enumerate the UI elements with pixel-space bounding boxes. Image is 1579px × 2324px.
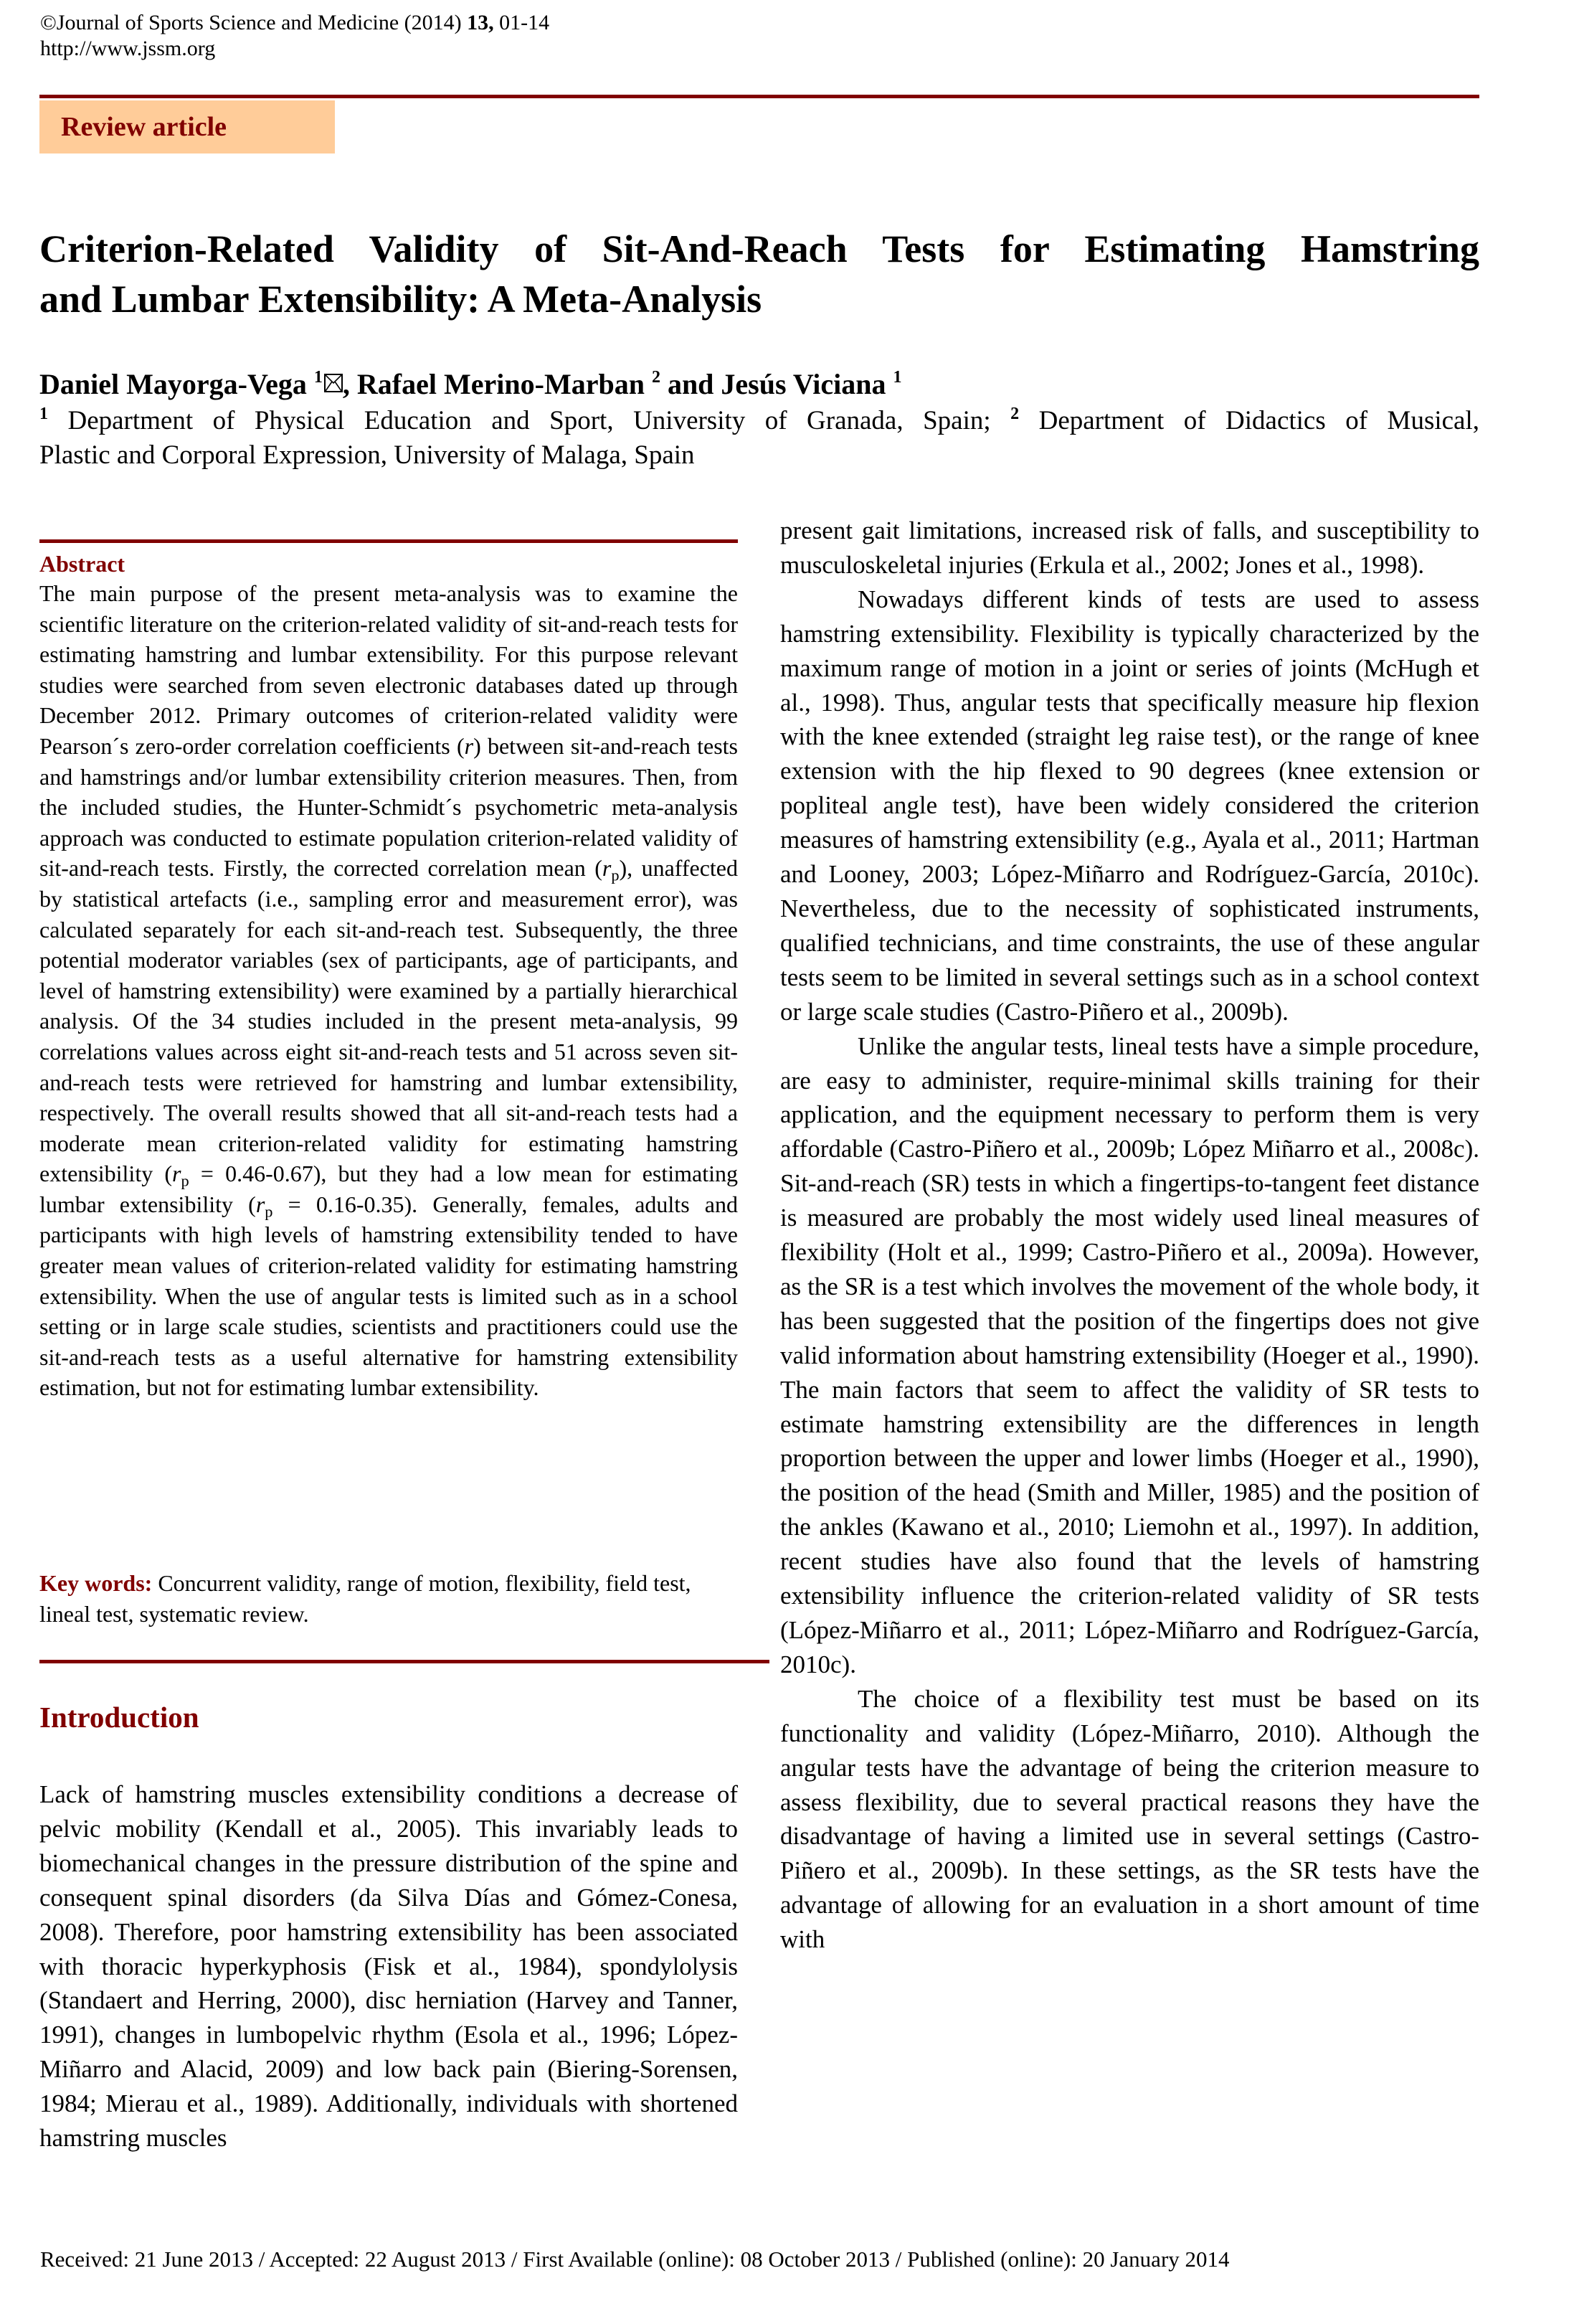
introduction-heading: Introduction — [39, 1701, 199, 1734]
author-1-affil: 1 — [313, 368, 323, 387]
journal-name: ©Journal of Sports Science and Medicine (2014) — [40, 11, 468, 34]
keywords-list: Concurrent validity, range of motion, flexibility, field test, lineal test, systematic review. — [39, 1570, 691, 1627]
author-1: Daniel Mayorga-Vega — [39, 368, 314, 400]
author-3-affil: 1 — [893, 368, 902, 387]
journal-citation — [40, 10, 549, 36]
keywords-label: Key words: — [39, 1570, 153, 1596]
author-2: , Rafael Merino-Marban — [342, 368, 652, 400]
header-rule — [39, 95, 1479, 98]
affiliation-2: Department of Didactics of Musical, — [1019, 406, 1479, 435]
affiliations — [39, 404, 1479, 473]
paragraph: Nowadays different kinds of tests are used to assess hamstring extensibility. Flexibility is typically characterized by the maximum range of motion in a joint or series of joints (McHugh et al., 1998). Thus, angular tests that specifically measure hip flexion with the knee extended (straight leg raise test), or the range of knee extension with the hip flexed to 90 degrees (knee extension or popliteal angle test), have been widely considered the criterion measures of hamstring extensibility (e.g., Ayala et al., 2011; Hartman and Looney, 2003; López-Miñarro and Rodríguez-García, 2010c). Nevertheless, due to the necessity of sophisticated instruments, qualified technicians, and time constraints, the use of these angular tests seem to be limited in several settings such as in a school context or large scale studies (Castro-Piñero et al., 2009b). — [780, 585, 1479, 1026]
title-line-1: Criterion-Related Validity of Sit-And-Reach Tests for Estimating Hamstring — [39, 227, 1479, 270]
paragraph: Lack of hamstring muscles extensibility conditions a decrease of pelvic mobility (Kendall et al., 2005). This invariably leads to biomechanical changes in the pressure distribution of the spine and consequent spinal disorders (da Silva Días and Gómez-Conesa, 2008). Therefore, poor hamstring extensibility has been associated with thoracic hyperkyphosis (Fisk et al., 1984), spondylolysis (Standaert and Herring, 2000), disc herniation (Harvey and Tanner, 1991), changes in lumbopelvic rhythm (Esola et al., 1996; López-Miñarro and Alacid, 2009) and low back pain (Biering-Sorensen, 1984; Mierau et al., 1989). Additionally, individuals with shortened hamstring muscles — [39, 1780, 738, 2153]
symbol-r: r — [464, 732, 474, 759]
affiliation-2-marker: 2 — [1010, 405, 1020, 423]
abstract-heading: Abstract — [39, 551, 125, 577]
abstract-bottom-rule — [39, 1660, 769, 1663]
introduction-heading-wrap — [39, 1700, 738, 1734]
journal-pages: 01-14 — [493, 11, 550, 34]
title-line-2: and Lumbar Extensibility: A Meta-Analysis — [39, 278, 762, 321]
affiliation-line-2: Plastic and Corporal Expression, University of Malaga, Spain — [39, 440, 695, 470]
introduction-right-column — [780, 514, 1479, 1957]
abstract-top-rule — [39, 539, 738, 543]
author-3: and Jesús Viciana — [660, 368, 893, 400]
journal-url[interactable]: http://www.jssm.org — [40, 37, 216, 60]
article-type-label: Review article — [61, 112, 227, 142]
introduction-left-column — [39, 1777, 738, 2155]
affiliation-1-marker: 1 — [39, 405, 48, 423]
envelope-icon[interactable] — [324, 374, 343, 392]
affiliation-1: Department of Physical Education and Sport, University of Granada, Spain; — [48, 406, 1011, 435]
paragraph: Unlike the angular tests, lineal tests have a simple procedure, are easy to administer, require-minimal skills training for their application, and the equipment necessary to perform them is very affordable (Castro-Piñero et al., 2009b; López Miñarro et al., 2008c). Sit-and-reach (SR) tests in which a fingertips-to-tangent feet distance is measured are probably the most widely used lineal measures of flexibility (Holt et al., 1999; Castro-Piñero et al., 2009a). However, as the SR is a test which involves the movement of the whole body, it has been suggested that the position of the fingertips does not give valid information about hamstring extensibility (Hoeger et al., 1990). The main factors that seem to affect the validity of SR tests to estimate hamstring extensibility are the differences in length proportion between the upper and lower limbs (Hoeger et al., 1990), the position of the head (Smith and Miller, 1985) and the position of the ankles (Kawano et al., 2010; Liemohn et al., 1997). In addition, recent studies have also found that the levels of hamstring extensibility influence the criterion-related validity of SR tests (López-Miñarro et al., 2011; López-Miñarro and Rodríguez-García, 2010c). — [780, 1031, 1479, 1678]
author-2-affil: 2 — [651, 368, 660, 387]
abstract-body: The main purpose of the present meta-analysis was to examine the scientific literature on the criterion-related validity of sit-and-reach tests for estimating hamstring and lumbar extensibility. For this purpose relevant studies were searched from seven electronic databases dated up through December 2012. Primary outcomes of criterion-related validity were Pearson´s zero-order correlation coefficients (r) between sit-and-reach tests and hamstrings and/or lumbar extensibility criterion measures. Then, from the included studies, the Hunter-Schmidt´s psychometric meta-analysis approach was conducted to estimate population criterion-related validity of sit-and-reach tests. Firstly, the corrected correlation mean $(r_p)$, unaffected by statistical artefacts (i.e., sampling error and measurement error), was calculated separately for each sit-and-reach test. Subsequently, the three potential moderator variables (sex of participants, age of participants, and level of hamstring extensibility) were examined by a partially hierarchical analysis. Of the 34 studies included in the present meta-analysis, 99 correlations values across eight sit-and-reach tests and 51 across seven sit-and-reach tests were retrieved for hamstring and lumbar extensibility, respectively. The overall results showed that all sit-and-reach tests had a moderate mean criterion-related validity for estimating hamstring extensibility $(r_p = 0.46-0.67)$, but they had a low mean for estimating lumbar extensibility $(r_p = 0.16-0.35)$. Generally, females, adults and participants with high levels of hamstring extensibility tended to have greater mean values of criterion-related validity for estimating hamstring extensibility. When the use of angular tests is limited such as in a school setting or in large scale studies, scientists and practitioners could use the sit-and-reach tests as a useful alternative for hamstring extensibility estimation, but not for estimating lumbar extensibility. — [39, 580, 739, 1401]
paragraph: present gait limitations, increased risk of falls, and susceptibility to musculoskeletal injuries (Erkula et al., 2002; Jones et al., 1998). — [780, 516, 1479, 579]
affiliation-line-1 — [39, 404, 1479, 438]
article-type-banner — [39, 100, 335, 153]
publication-dates: Received: 21 June 2013 / Accepted: 22 August 2013 / First Available (online): 08 October 2013 / Published (online): 20 January 2014 — [40, 2247, 1230, 2272]
abstract-section — [39, 549, 738, 1403]
article-title — [39, 224, 1479, 324]
paragraph: The choice of a flexibility test must be based on its functionality and validity (López-Miñarro, 2010). Although the angular tests have the advantage of being the criterion measure to assess flexibility, due to several practical reasons they have the disadvantage of having a limited use in several settings (Castro-Piñero et al., 2009b). In these settings, as the SR tests have the advantage of allowing for an evaluation in a short amount of time with — [780, 1684, 1479, 1954]
keywords — [39, 1568, 738, 1629]
author-list — [39, 367, 901, 402]
journal-volume: 13, — [467, 11, 494, 34]
